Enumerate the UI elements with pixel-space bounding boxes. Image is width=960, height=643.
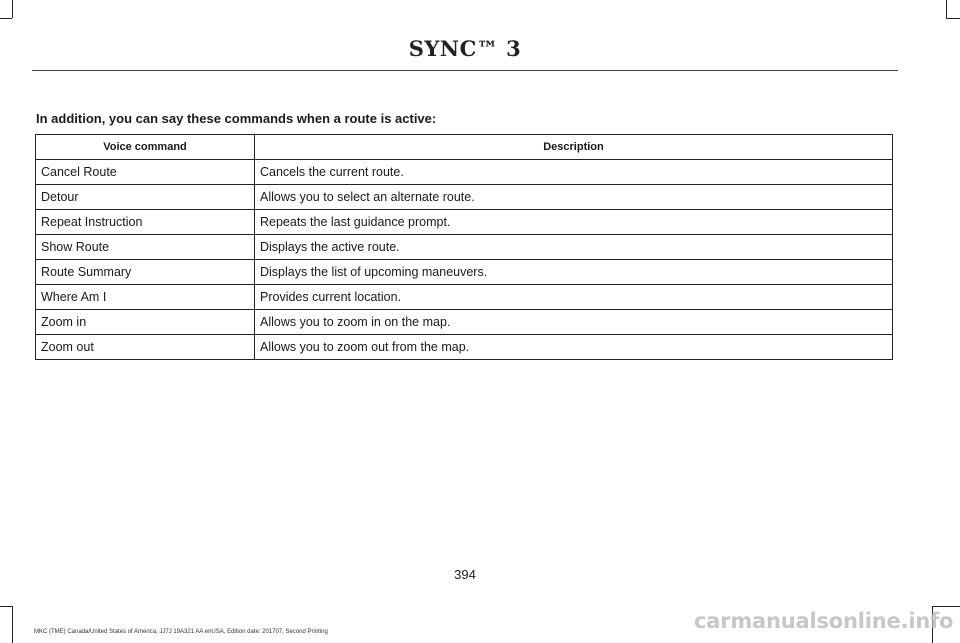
- description-cell: Allows you to select an alternate route.: [255, 185, 893, 210]
- voice-command-table: [35, 134, 893, 360]
- header-divider: [32, 70, 898, 71]
- description-cell: Repeats the last guidance prompt.: [255, 210, 893, 235]
- table-row: [36, 235, 893, 260]
- table-header-row: [36, 135, 893, 160]
- crop-mark-top-left-v: [12, 0, 13, 18]
- crop-mark-top-right-h: [946, 18, 960, 19]
- crop-mark-top-left-h: [0, 18, 12, 19]
- voice-command-cell: Cancel Route: [36, 160, 255, 185]
- description-cell: Provides current location.: [255, 285, 893, 310]
- table-row: [36, 335, 893, 360]
- crop-mark-top-right-v: [946, 0, 947, 18]
- voice-command-cell: Detour: [36, 185, 255, 210]
- voice-command-cell: Zoom in: [36, 310, 255, 335]
- description-cell: Displays the active route.: [255, 235, 893, 260]
- table-row: [36, 310, 893, 335]
- table-row: [36, 260, 893, 285]
- description-cell: Allows you to zoom out from the map.: [255, 335, 893, 360]
- column-header-description: Description: [255, 135, 893, 160]
- column-header-voice-command: Voice command: [36, 135, 255, 160]
- edition-footer: MKC (TME) Canada/United States of America, JJ7J 19A321 AA enUSA, Edition date: 201707, Second Printing: [34, 629, 328, 635]
- voice-command-cell: Route Summary: [36, 260, 255, 285]
- table-row: [36, 185, 893, 210]
- crop-mark-bottom-right-h: [932, 606, 960, 607]
- description-cell: Displays the list of upcoming maneuvers.: [255, 260, 893, 285]
- voice-command-cell: Repeat Instruction: [36, 210, 255, 235]
- page-number: 394: [454, 567, 476, 582]
- crop-mark-bottom-left-v: [12, 606, 13, 643]
- table-row: [36, 160, 893, 185]
- voice-command-cell: Zoom out: [36, 335, 255, 360]
- voice-command-cell: Show Route: [36, 235, 255, 260]
- description-cell: Cancels the current route.: [255, 160, 893, 185]
- description-cell: Allows you to zoom in on the map.: [255, 310, 893, 335]
- crop-mark-bottom-left-h: [0, 606, 12, 607]
- voice-command-cell: Where Am I: [36, 285, 255, 310]
- table-row: [36, 285, 893, 310]
- table-row: [36, 210, 893, 235]
- intro-text: In addition, you can say these commands when a route is active:: [36, 111, 437, 126]
- page-title: SYNC™ 3: [408, 36, 522, 61]
- watermark: carmanualsonline.info: [694, 609, 954, 633]
